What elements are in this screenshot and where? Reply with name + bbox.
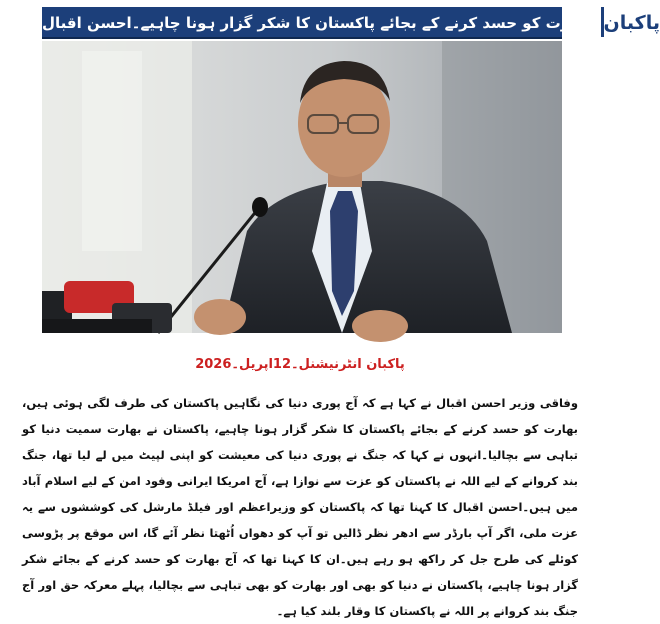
dateline: پاکبان انٹرنیشنل۔12اپریل۔2026 (195, 357, 405, 372)
news-photo (42, 41, 562, 333)
headline: بھارت کو حسد کرنے کے بجائے پاکستان کا شکر گزار ہونا چاہیے۔احسن اقبال (42, 14, 591, 32)
brand-logo: پاکبان (601, 7, 659, 37)
article-body: وفاقی وزیر احسن اقبال نے کہا ہے کہ آج پوری دنیا کی نگاہیں پاکستان کی طرف لگی ہوئی ہیں، بھارت کو حسد کرنے کے بجائے پاکستان کا شکر گزار ہونا چاہیے، پاکستان نے بھارت سمیت دنیا کو تباہی سے بچالیا۔انہوں نے کہا کہ جنگ نے پوری دنیا کی معیشت کو اپنی لپیٹ میں لے لیا تھا، جنگ بند کروانے کے لیے اللہ نے پاکستان کو عزت سے نوازا ہے، آج امریکا ایرانی وفود امن کے لیے اسلام آباد میں ہیں۔احسن اقبال کا کہنا تھا کہ پاکستان کو وزیراعظم اور فیلڈ مارشل کی کوششوں سے یہ عزت ملی، اگر آپ بارڈر سے ادھر نظر ڈالیں تو آپ کو دھواں اُٹھتا نظر آئے گا، اس موقع پر پڑوسی کوئلے کی طرح جل کر راکھ ہو رہے ہیں۔ان کا کہنا تھا کہ آج بھارت کو حسد کرنے کے بجائے شکر گزار ہونا چاہیے، پاکستان نے دنیا کو بھی اور بھارت کو بھی تباہی سے بچالیا، پہلے معرکہ حق اور آج جنگ بند کروانے پر اللہ نے پاکستان کا وقار بلند کیا ہے۔ (22, 396, 578, 618)
speaker-photo-illustration (42, 41, 562, 333)
header-bar (42, 7, 660, 39)
